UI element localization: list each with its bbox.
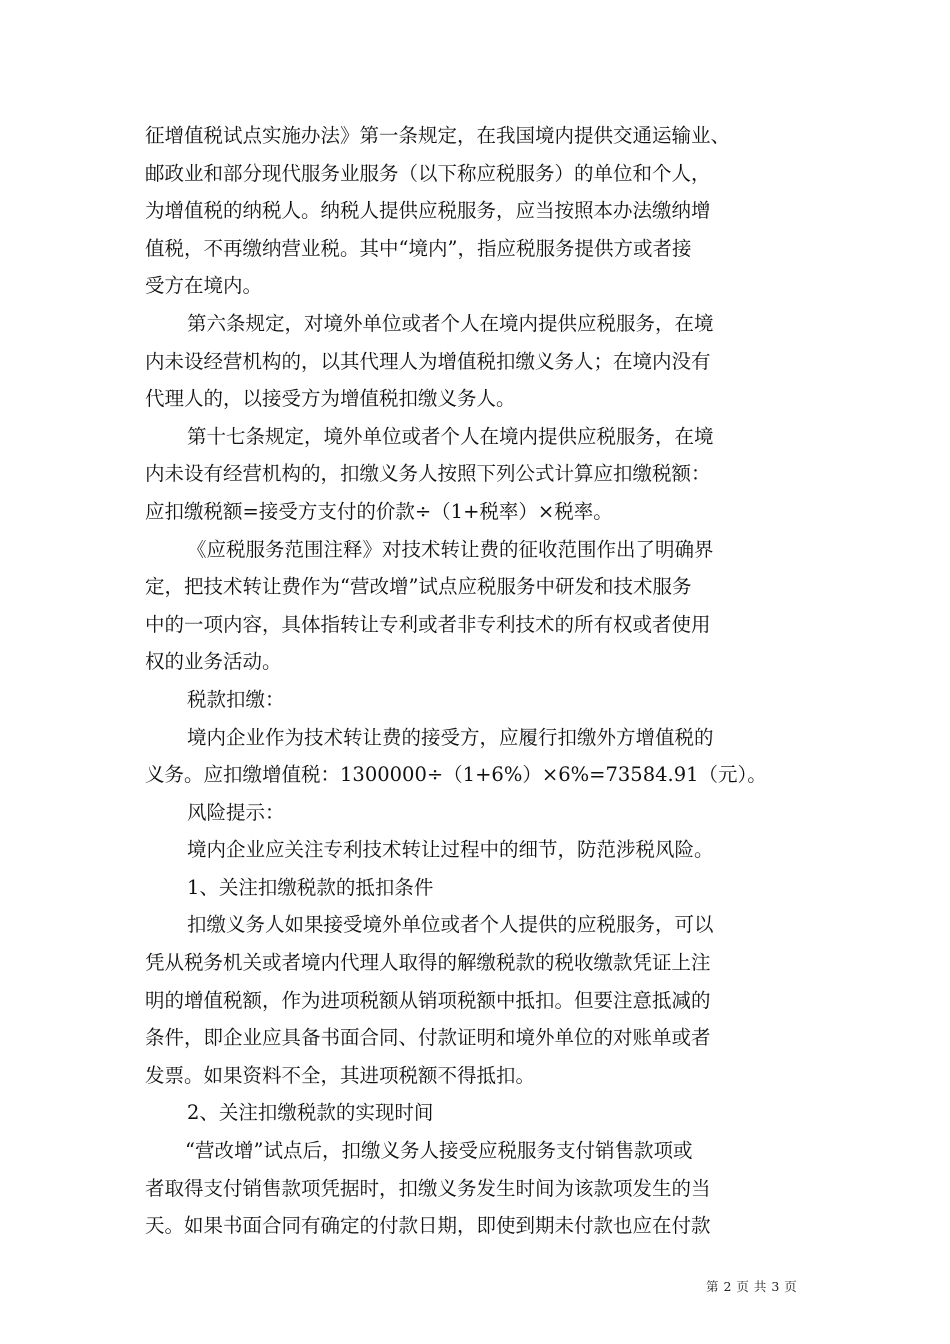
text-line: 天。如果书面合同有确定的付款日期，即使到期未付款也应在付款: [145, 1214, 711, 1238]
text-line: 扣缴义务人如果接受境外单位或者个人提供的应税服务，可以: [187, 913, 714, 937]
paragraph-article-17: [145, 418, 825, 531]
page-number-footer: 第 2 页 共 3 页: [706, 1279, 798, 1294]
text-line: 邮政业和部分现代服务业服务（以下称应税服务）的单位和个人，: [145, 161, 711, 185]
text-line: 权的业务活动。: [145, 650, 282, 674]
text-line: 2、关注扣缴税款的实现时间: [187, 1101, 434, 1125]
text-line: 中的一项内容，具体指转让专利或者非专利技术的所有权或者使用: [145, 612, 711, 636]
paragraph-risk-intro: [145, 831, 825, 869]
text-line: 发票。如果资料不全，其进项税额不得抵扣。: [145, 1063, 536, 1087]
document-body: [145, 117, 825, 1245]
text-line: 第十七条规定，境外单位或者个人在境内提供应税服务，在境: [187, 424, 714, 448]
text-line: 《应税服务范围注释》对技术转让费的征收范围作出了明确界: [187, 537, 714, 561]
heading-risk-notice: [145, 794, 825, 832]
text-line: 定，把技术转让费作为“营改增”试点应税服务中研发和技术服务: [145, 575, 692, 599]
text-line: 境内企业作为技术转让费的接受方，应履行扣缴外方增值税的: [187, 725, 714, 749]
paragraph-withholding-calc: [145, 719, 825, 794]
text-line: 值税，不再缴纳营业税。其中“境内”，指应税服务提供方或者接: [145, 236, 692, 260]
paragraph-article-1: [145, 117, 825, 305]
text-line: 内未设有经营机构的，扣缴义务人按照下列公式计算应扣缴税额：: [145, 462, 711, 486]
text-line: 受方在境内。: [145, 274, 263, 298]
text-line: 税款扣缴：: [187, 687, 285, 711]
paragraph-service-scope: [145, 531, 825, 681]
heading-deduction-conditions: [145, 869, 825, 907]
text-line: 第六条规定，对境外单位或者个人在境内提供应税服务，在境: [187, 311, 714, 335]
text-line: 明的增值税额，作为进项税额从销项税额中抵扣。但要注意抵减的: [145, 988, 711, 1012]
text-line: 风险提示：: [187, 800, 285, 824]
text-line: “营改增”试点后，扣缴义务人接受应税服务支付销售款项或: [185, 1139, 693, 1163]
heading-tax-withholding: [145, 681, 825, 719]
text-line: 凭从税务机关或者境内代理人取得的解缴税款的税收缴款凭证上注: [145, 951, 711, 975]
text-line: 征增值税试点实施办法》第一条规定，在我国境内提供交通运输业、: [145, 124, 731, 147]
paragraph-realization-time: [145, 1132, 825, 1245]
text-line: 1、关注扣缴税款的抵扣条件: [187, 875, 434, 899]
heading-realization-time: [145, 1094, 825, 1132]
paragraph-deduction-conditions: [145, 906, 825, 1094]
paragraph-article-6: [145, 305, 825, 418]
text-line: 代理人的，以接受方为增值税扣缴义务人。: [145, 387, 516, 411]
text-line: 内未设经营机构的，以其代理人为增值税扣缴义务人；在境内没有: [145, 349, 711, 373]
text-line: 条件，即企业应具备书面合同、付款证明和境外单位的对账单或者: [145, 1026, 711, 1050]
text-line: 为增值税的纳税人。纳税人提供应税服务，应当按照本办法缴纳增: [145, 199, 711, 223]
text-line: 者取得支付销售款项凭据时，扣缴义务发生时间为该款项发生的当: [145, 1176, 711, 1200]
text-line: 应扣缴税额=接受方支付的价款÷（1+税率）×税率。: [145, 499, 613, 523]
text-line: 义务。应扣缴增值税：1300000÷（1+6%）×6%=73584.91（元）。: [145, 763, 767, 787]
text-line: 境内企业应关注专利技术转让过程中的细节，防范涉税风险。: [187, 838, 714, 862]
